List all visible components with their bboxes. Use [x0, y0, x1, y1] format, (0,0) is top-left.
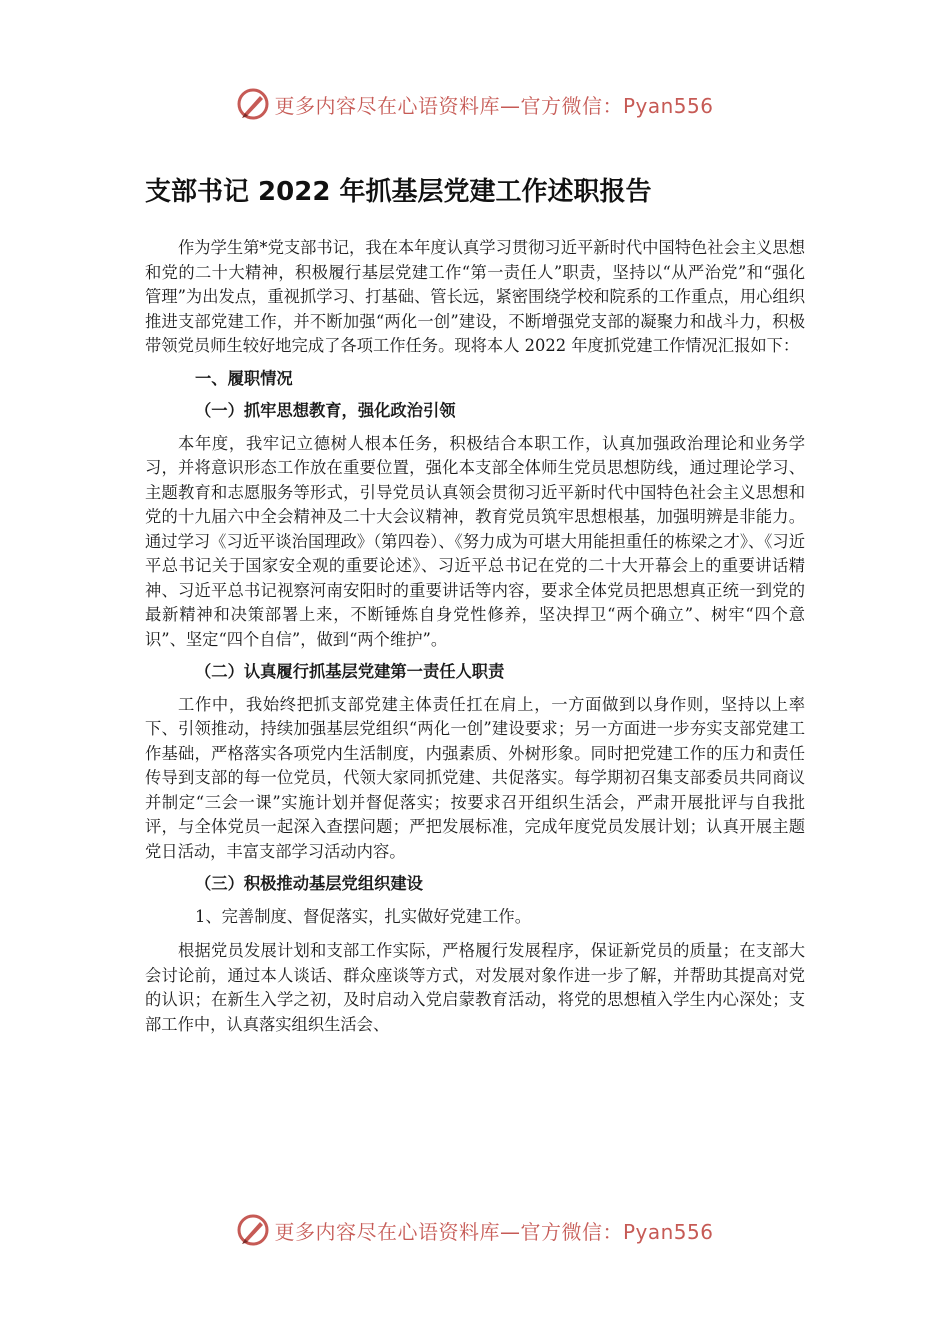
subsection-1-paragraph: 本年度，我牢记立德树人根本任务，积极结合本职工作，认真加强政治理论和业务学习，并将意识形态工作放在重要位置，强化本支部全体师生党员思想防线，通过理论学习、主题教育和志愿服务等形式，引导党员认真领会贯彻习近平新时代中国特色社会主义思想和党的十九届六中全会精神及二十大会议精神，教育党员筑牢思想根基，加强明辨是非能力。通过学习《习近平谈治国理政》（第四卷）、《努力成为可堪大用能担重任的栋梁之才》、《习近平总书记关于国家安全观的重要论述》、习近平总书记在党的二十大开幕会上的重要讲话精神、习近平总书记视察河南安阳时的重要讲话等内容，要求全体党员把思想真正统一到党的最新精神和决策部署上来，不断锤炼自身党性修养，坚决捍卫“两个确立”、树牢“四个意识”、坚定“四个自信”，做到“两个维护”。 [145, 433, 805, 649]
subsection-heading-2: （二）认真履行抓基层党建第一责任人职责 [195, 662, 505, 681]
subsection-3-paragraph: 根据党员发展计划和支部工作实际，严格履行发展程序，保证新党员的质量；在支部大会讨论前，通过本人谈话、群众座谈等方式，对发展对象作进一步了解，并帮助其提高对党的认识；在新生入学之初，及时启动入党启蒙教育活动，将党的思想植入学生内心深处；支部工作中，认真落实组织生活会、 [145, 941, 805, 1034]
subsection-3-item-1: 1、完善制度、督促落实，扎实做好党建工作。 [195, 906, 531, 926]
header-watermark-banner [0, 84, 950, 124]
pen-circle-logo-icon [236, 87, 270, 121]
document-title: 支部书记 2022 年抓基层党建工作述职报告 [145, 177, 652, 207]
watermark-text: 更多内容尽在心语资料库—官方微信：Pyan556 [274, 93, 714, 118]
pen-circle-logo-icon [236, 1213, 270, 1247]
watermark-text: 更多内容尽在心语资料库—官方微信：Pyan556 [274, 1219, 714, 1244]
section-heading-1: 一、履职情况 [195, 368, 293, 388]
document-body [145, 170, 805, 1045]
subsection-heading-1: （一）抓牢思想教育，强化政治引领 [195, 401, 456, 420]
subsection-heading-3: （三）积极推动基层党组织建设 [195, 874, 423, 893]
subsection-2-paragraph: 工作中，我始终把抓支部党建主体责任扛在肩上，一方面做到以身作则，坚持以上率下、引领推动，持续加强基层党组织“两化一创”建设要求；另一方面进一步夯实支部党建工作基础，严格落实各项党内生活制度，内强素质、外树形象。同时把党建工作的压力和责任传导到支部的每一位党员，代领大家同抓党建、共促落实。每学期初召集支部委员共同商议并制定“三会一课”实施计划并督促落实；按要求召开组织生活会，严肃开展批评与自我批评，与全体党员一起深入查摆问题；严把发展标准，完成年度党员发展计划；认真开展主题党日活动，丰富支部学习活动内容。 [145, 694, 805, 861]
footer-watermark-banner [0, 1210, 950, 1250]
intro-paragraph: 作为学生第*党支部书记，我在本年度认真学习贯彻习近平新时代中国特色社会主义思想和党的二十大精神，积极履行基层党建工作“第一责任人”职责，坚持以“从严治党”和“强化管理”为出发点，重视抓学习、打基础、管长远，紧密围绕学校和院系的工作重点，用心组织推进支部党建工作，并不断加强“两化一创”建设，不断增强党支部的凝聚力和战斗力，积极带领党员师生较好地完成了各项工作任务。现将本人 2022 年度抓党建工作情况汇报如下： [145, 238, 805, 355]
